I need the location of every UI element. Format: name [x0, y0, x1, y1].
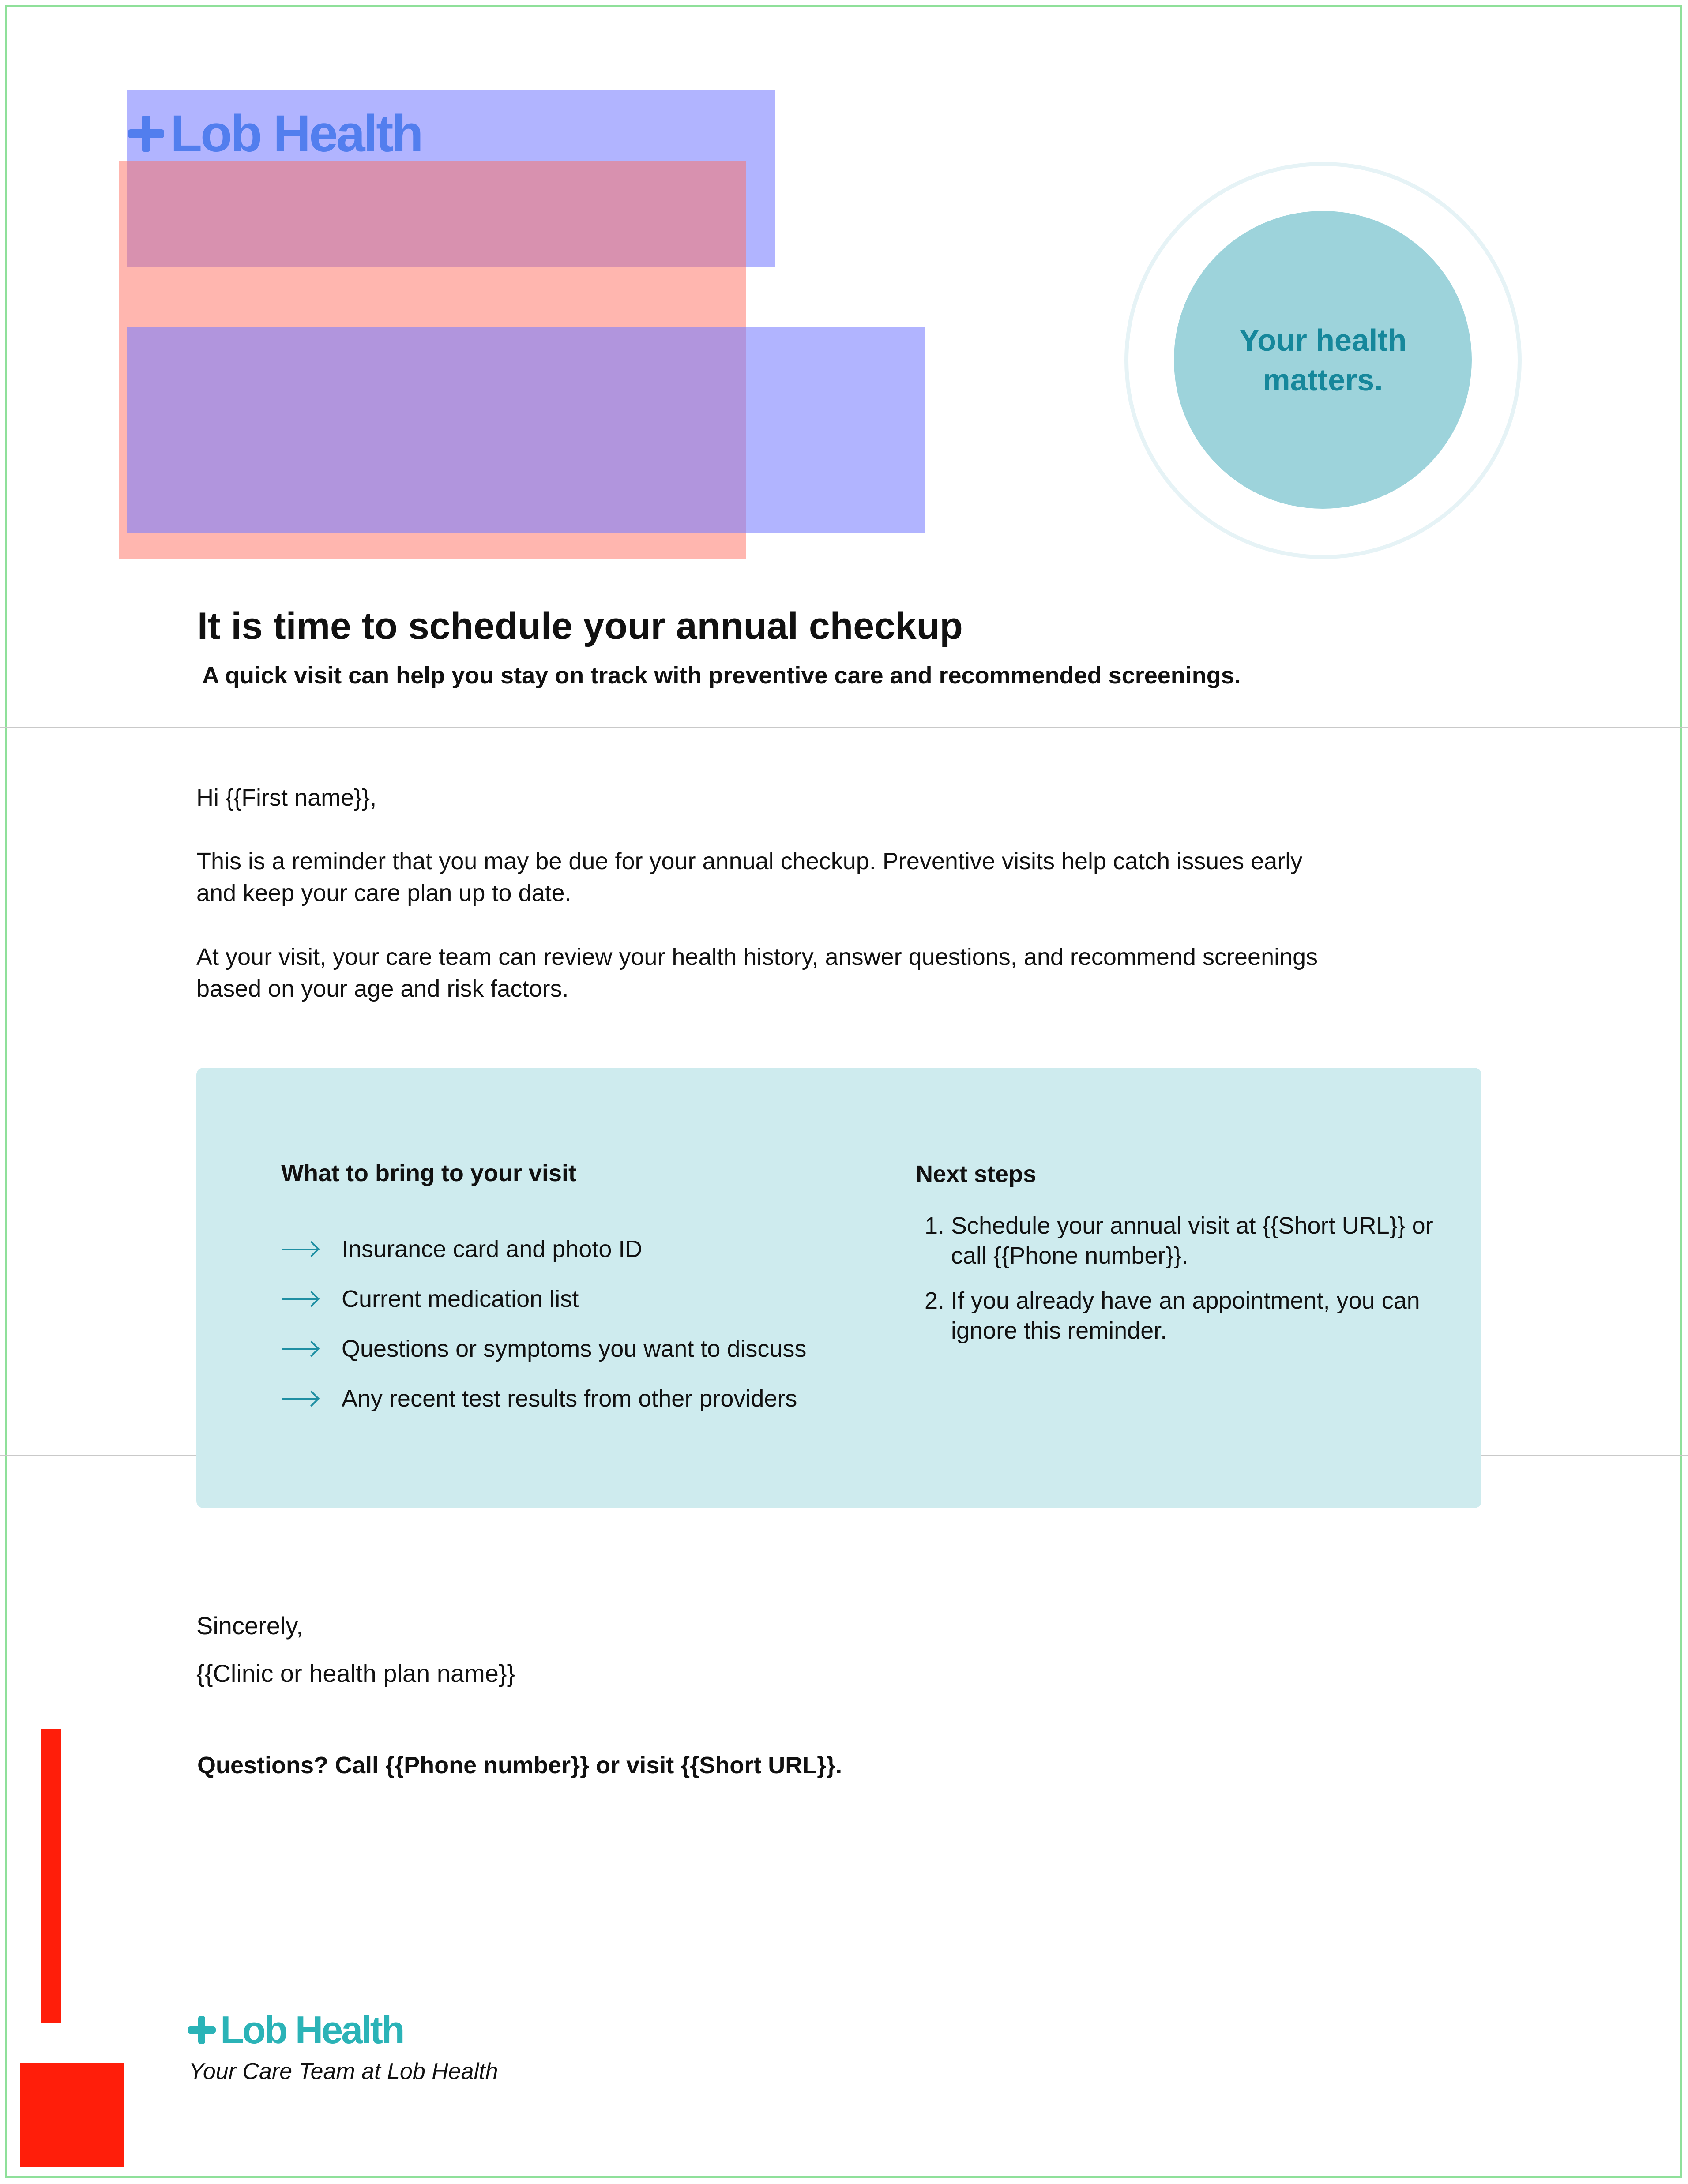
page-subtitle: A quick visit can help you stay on track with preventive care and recommended screenings.: [202, 662, 1241, 689]
arrow-right-icon: [282, 1340, 319, 1358]
questions-line: Questions? Call {{Phone number}} or visit {{Short URL}}.: [197, 1752, 842, 1779]
next-steps-list: [916, 1211, 1450, 1361]
red-marker-square: [20, 2063, 124, 2167]
page-title: It is time to schedule your annual checkup: [197, 605, 963, 647]
body-paragraph-2: At your visit, your care team can review your health history, answer questions, and recommend screenings based on your age and risk factors.: [196, 944, 1318, 1002]
bring-item: [282, 1385, 797, 1412]
health-badge-text: Your health matters.: [1239, 323, 1407, 397]
next-steps-heading: Next steps: [916, 1161, 1037, 1187]
brand-logo-text: Lob Health: [220, 2008, 403, 2052]
fold-line-top: [0, 727, 1688, 728]
signoff: Sincerely,: [196, 1612, 303, 1640]
bring-item-label: Current medication list: [342, 1286, 579, 1312]
bring-heading: What to bring to your visit: [281, 1160, 576, 1186]
next-step-item: 2. If you already have an appointment, you can ignore this reminder.: [951, 1286, 1450, 1346]
arrow-right-icon: [282, 1390, 319, 1407]
health-badge: [1174, 211, 1472, 509]
bring-item: [282, 1285, 579, 1313]
plus-icon: [188, 2016, 216, 2044]
bring-item: [282, 1235, 642, 1263]
bring-item-label: Any recent test results from other providers: [342, 1385, 797, 1412]
bring-item-label: Insurance card and photo ID: [342, 1236, 643, 1262]
red-marker-bar: [41, 1729, 61, 2023]
arrow-right-icon: [282, 1240, 319, 1258]
greeting: Hi {{First name}},: [196, 784, 377, 811]
next-step-item: 1. Schedule your annual visit at {{Short URL}} or call {{Phone number}}.: [951, 1211, 1450, 1271]
body-paragraph-1: This is a reminder that you may be due for your annual checkup. Preventive visits help catch issues early and keep your care plan up to date.: [196, 848, 1303, 906]
sender-name: {{Clinic or health plan name}}: [196, 1659, 515, 1687]
brand-tagline: Your Care Team at Lob Health: [189, 2059, 498, 2084]
recipient-address-zone-overlay: [127, 327, 925, 533]
bring-item-label: Questions or symptoms you want to discuss: [342, 1336, 807, 1362]
bring-item: [282, 1335, 806, 1362]
brand-logo-bottom: [188, 2008, 403, 2053]
arrow-right-icon: [282, 1290, 319, 1308]
